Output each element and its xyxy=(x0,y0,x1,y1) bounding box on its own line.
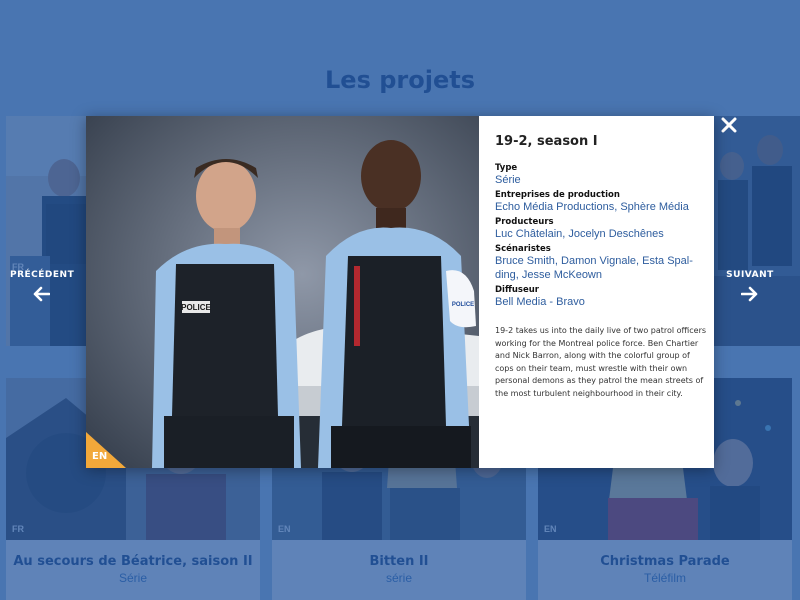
project-details xyxy=(495,134,710,408)
field-production-companies xyxy=(495,190,710,214)
field-type xyxy=(495,163,710,187)
field-label: Type xyxy=(495,163,518,173)
field-broadcaster xyxy=(495,285,710,309)
language-badge-text: EN xyxy=(92,451,108,462)
previous-button[interactable] xyxy=(10,270,75,302)
badge-triangle xyxy=(86,432,126,468)
project-synopsis: 19-2 takes us into the daily live of two patrol officers working for the Montreal police force. Ben Chartier and Nick Barron, along with the colorful group of cops on their team, must wrestle with their own personal demons as they patrol the mean streets of the most turbulent neighbourhood in their city. xyxy=(495,326,707,398)
police-badge-text: POLICE xyxy=(181,303,211,312)
field-value[interactable]: Bell Media - Bravo xyxy=(495,296,585,308)
field-value[interactable]: Série xyxy=(495,174,521,186)
project-title: 19-2, season I xyxy=(495,134,598,149)
police-patch-text: POLICE xyxy=(451,302,475,308)
field-value[interactable]: Bruce Smith, Damon Vignale, Esta Spal-ding, Jesse McKeown xyxy=(495,255,693,281)
arrow-right-icon xyxy=(741,286,759,302)
project-photo xyxy=(86,116,479,468)
field-label: Diffuseur xyxy=(495,285,539,295)
field-label: Entreprises de production xyxy=(495,190,620,200)
close-button[interactable] xyxy=(718,114,740,136)
field-value[interactable]: Echo Média Productions, Sphère Média xyxy=(495,201,689,213)
previous-label: PRÉCÉDENT xyxy=(10,270,75,280)
field-value[interactable]: Luc Châtelain, Jocelyn Deschênes xyxy=(495,228,664,240)
close-icon xyxy=(718,114,740,136)
language-badge xyxy=(86,432,126,468)
next-label: SUIVANT xyxy=(726,270,774,280)
field-producers xyxy=(495,217,710,241)
field-label: Scénaristes xyxy=(495,244,551,254)
field-label: Producteurs xyxy=(495,217,554,227)
next-button[interactable] xyxy=(724,270,776,302)
arrow-left-icon xyxy=(32,286,50,302)
field-writers xyxy=(495,244,710,282)
project-modal xyxy=(86,116,714,468)
